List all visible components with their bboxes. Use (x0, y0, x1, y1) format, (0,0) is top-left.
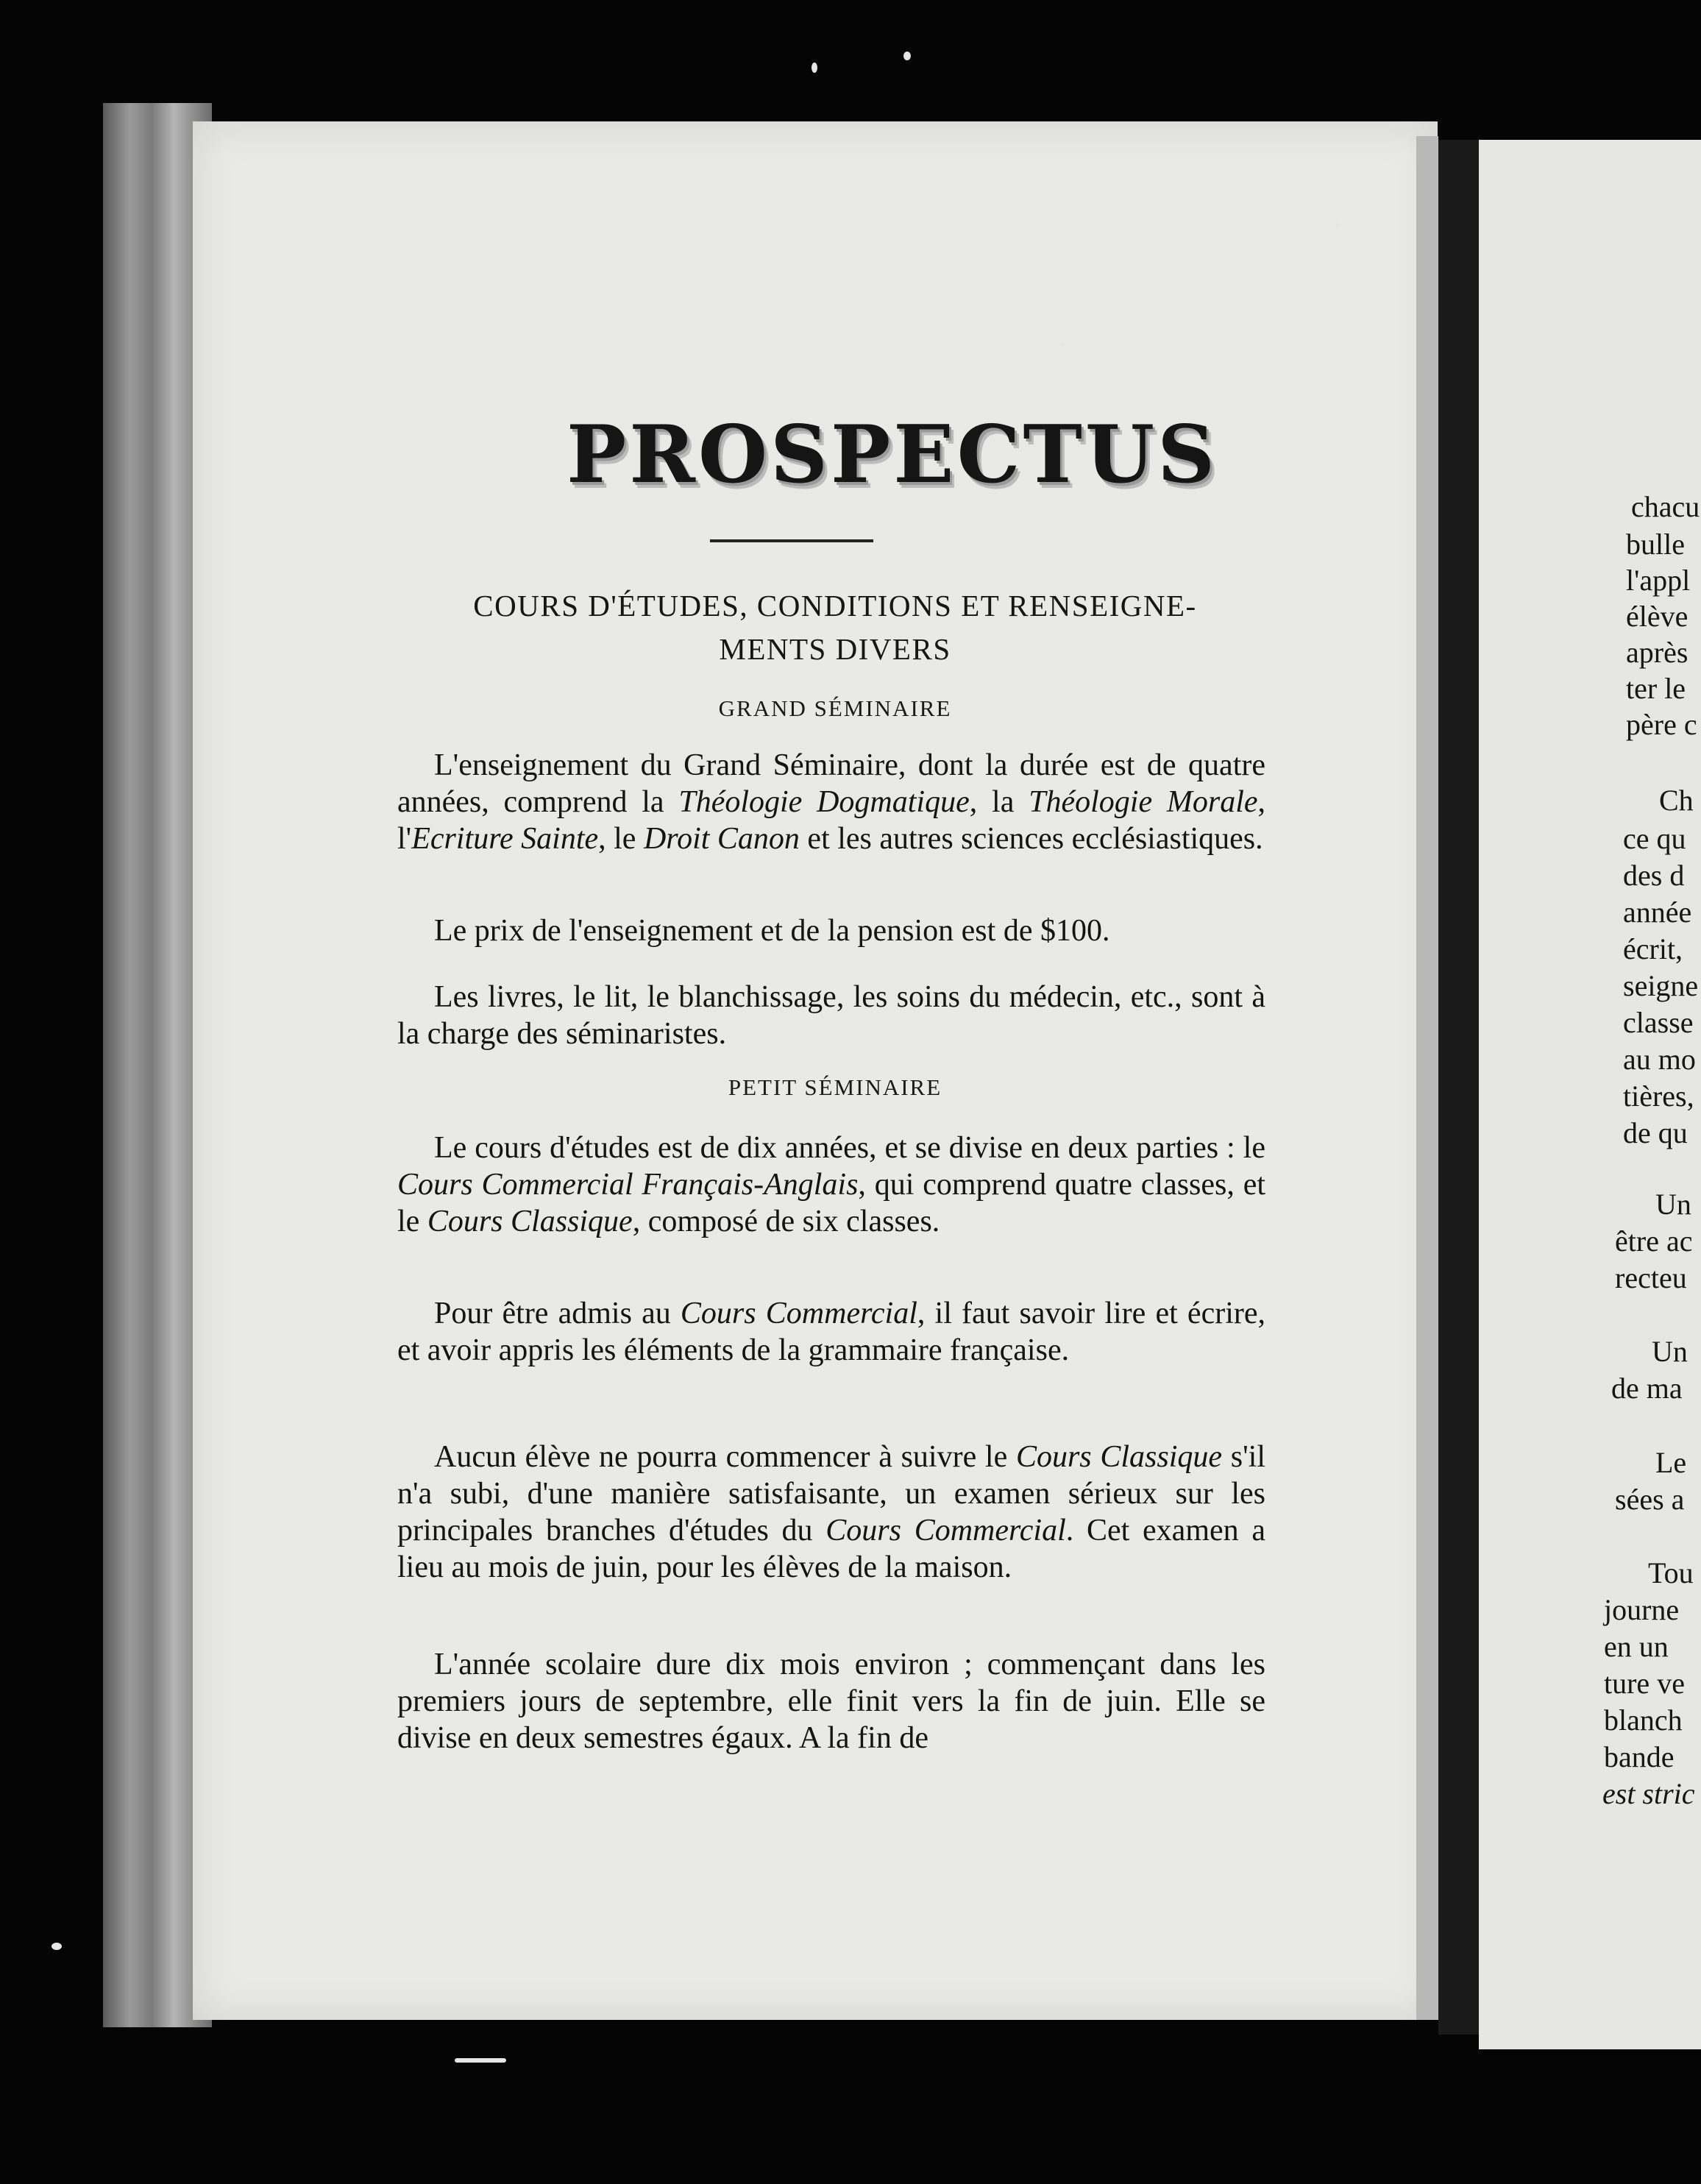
next-page-fragment: au mo (1623, 1043, 1696, 1076)
next-page-fragment: recteu (1615, 1261, 1687, 1294)
text-run: Aucun élève ne pourra commencer à suivre le (434, 1440, 1016, 1474)
next-page-fragment: être ac (1615, 1224, 1693, 1258)
next-page-fragment: est stric (1602, 1777, 1695, 1810)
text-run: et les autres sciences ecclésiastiques. (799, 822, 1263, 856)
text-run: Le cours d'études est de dix années, et se divise en deux parties : le (434, 1131, 1265, 1165)
petit-seminaire-paragraph-1 (397, 1130, 1265, 1240)
next-page-fragment: Tou (1648, 1556, 1694, 1589)
next-page-fragment: Ch (1659, 784, 1694, 817)
petit-seminaire-paragraph-2 (397, 1295, 1265, 1369)
text-run-italic: Cours Commercial (680, 1297, 917, 1330)
speck (455, 2058, 506, 2063)
page-right-edge (1416, 136, 1438, 2020)
speck (903, 52, 911, 60)
petit-seminaire-paragraph-3 (397, 1439, 1265, 1586)
text-run-italic: Cours Commercial (825, 1514, 1066, 1547)
petit-seminaire-heading: PETIT SÉMINAIRE (728, 1074, 942, 1100)
petit-seminaire-paragraph-4: L'année scolaire dure dix mois environ ; commençant dans les premiers jours de septembre, elle finit vers la fin de juin. Elle se divise en deux semestres égaux. A la fin de (397, 1648, 1265, 1755)
next-page-fragment: bande (1604, 1740, 1675, 1773)
text-run: , la (969, 785, 1029, 819)
next-page-fragment: élève (1626, 600, 1688, 633)
text-run: L'enseignement du Grand Séminaire, dont la durée est de quatre années, comprend la (397, 748, 1265, 819)
next-page-fragment: classe (1623, 1006, 1694, 1039)
section-heading-line-2: MENTS DIVERS (719, 632, 951, 666)
text-run: , il faut savoir lire et écrire, et avoir appris les éléments de la grammaire française. (397, 1297, 1265, 1367)
text-run: , qui comprend quatre classes, et le (397, 1168, 1266, 1238)
next-page-fragment: père c (1626, 708, 1697, 741)
speck (1335, 222, 1339, 226)
next-page-fragment: sées a (1615, 1483, 1685, 1516)
text-run-italic: Cours Classique (1015, 1440, 1223, 1474)
text-run-italic: Cours Classique (427, 1205, 633, 1238)
speck (1060, 342, 1065, 347)
next-page-fragment: journe (1604, 1593, 1680, 1626)
next-page-fragment: bulle (1626, 528, 1685, 561)
next-page-fragment: Un (1655, 1188, 1691, 1221)
text-run-italic: Théologie Dogmatique (678, 785, 970, 819)
text-run-italic: Cours Commercial Français-Anglais (397, 1168, 859, 1202)
text-run-italic: Théologie Morale (1029, 785, 1258, 819)
text-run: . Cet examen a lieu au mois de juin, pour les élèves de la maison. (397, 1514, 1265, 1584)
grand-seminaire-paragraph-2: Le prix de l'enseignement et de la pension est de $100. (434, 914, 1110, 948)
page-title: PROSPECTUS (567, 408, 1218, 501)
text-run: , composé de six classes. (632, 1205, 940, 1238)
next-page-fragment: Le (1655, 1446, 1687, 1479)
next-page-fragment: seigne (1623, 969, 1699, 1002)
grand-seminaire-paragraph-1 (397, 747, 1265, 857)
next-page-fragment: des d (1623, 859, 1685, 892)
next-page-fragment: de qu (1623, 1116, 1688, 1149)
title-rule (710, 539, 873, 542)
next-page-fragment: Un (1652, 1335, 1688, 1368)
text-run: s'il n'a subi, d'une manière satisfaisante, un examen sérieux sur les principales branches d'études du (397, 1440, 1266, 1547)
next-page-fragment: ture ve (1604, 1667, 1685, 1700)
text-run-italic: Droit Canon (643, 822, 800, 856)
next-page-fragment: blanch (1604, 1703, 1683, 1737)
text-run-italic: Ecriture Sainte (411, 822, 599, 856)
grand-seminaire-heading: GRAND SÉMINAIRE (718, 695, 952, 721)
next-page-fragment: l'appl (1626, 564, 1691, 597)
next-page-fragment: de ma (1611, 1372, 1683, 1405)
speck (52, 1943, 62, 1950)
next-page-fragment: ter le (1626, 672, 1686, 705)
next-page-fragment: après (1626, 636, 1688, 669)
text-run: Pour être admis au (434, 1297, 681, 1330)
next-page-fragment: écrit, (1623, 932, 1683, 965)
grand-seminaire-paragraph-3: Les livres, le lit, le blanchissage, les soins du médecin, etc., sont à la charge des séminaristes. (397, 980, 1265, 1051)
speck (812, 63, 817, 73)
text-run: , l' (397, 785, 1266, 856)
next-page-fragment: ce qu (1623, 822, 1686, 855)
next-page-fragment: tières, (1623, 1079, 1694, 1113)
text-run: , le (598, 822, 644, 856)
book-gutter (1438, 140, 1479, 2035)
next-page-fragment: année (1623, 896, 1692, 929)
section-heading-line-1: COURS D'ÉTUDES, CONDITIONS ET RENSEIGNE- (473, 589, 1197, 623)
next-page-fragment: en un (1604, 1630, 1669, 1663)
next-page-fragment: chacu (1631, 490, 1700, 523)
